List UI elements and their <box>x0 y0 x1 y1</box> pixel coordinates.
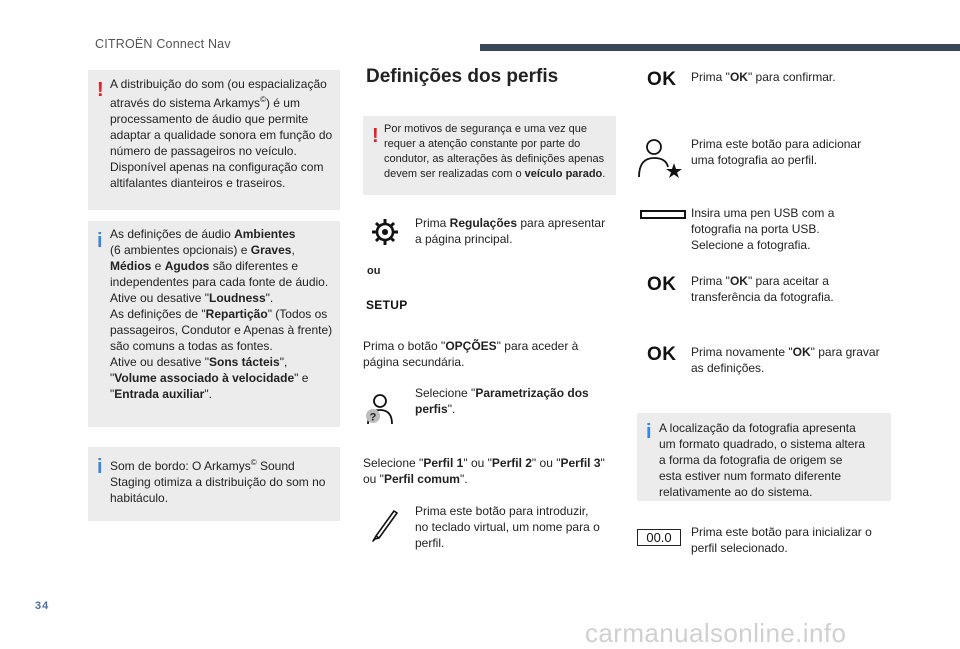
note-box-arkamys <box>88 70 340 210</box>
text-line: Médios e Agudos são diferentes e <box>110 259 299 273</box>
text-line: esta estiver num formato diferente <box>659 469 842 483</box>
info-icon: i <box>97 456 103 478</box>
accept-step-text: Prima "OK" para aceitar a transferência da fotografia. <box>691 274 834 304</box>
text-line: adaptar a qualidade sonora em função do <box>110 128 333 142</box>
text-line: passageiros, Condutor e Apenas à frente) <box>110 323 333 337</box>
warning-box-safety <box>363 116 616 195</box>
info-icon: i <box>646 421 652 443</box>
text-line: processamento de áudio que permite <box>110 112 309 126</box>
text-line: Por motivos de segurança e uma vez que <box>384 123 588 135</box>
text-line: Staging otimiza a distribuição do som no <box>110 475 326 489</box>
pencil-icon <box>369 507 401 543</box>
settings-step-text: Prima Regulações para apresentar a página principal. <box>415 216 606 246</box>
name-step-text: Prima este botão para introduzir, no teclado virtual, um nome para o perfil. <box>415 504 600 550</box>
ok-button-icon: OK <box>647 344 677 365</box>
text-line: Ative ou desative "Loudness". <box>110 291 274 305</box>
ok-button-icon: OK <box>647 274 677 295</box>
info-box-photo-format <box>637 413 891 501</box>
text-line: requer a atenção constante por parte do <box>384 138 581 150</box>
text-line: número de passageiros no veículo. <box>110 144 297 158</box>
param-step-text: Selecione "Parametrização dos perfis". <box>415 386 589 416</box>
text-line: através do sistema Arkamys©) é um <box>110 95 300 110</box>
text-line: Som de bordo: O Arkamys© Sound <box>110 458 295 473</box>
svg-text:?: ? <box>369 411 377 424</box>
confirm-step-text: Prima "OK" para confirmar. <box>691 70 836 84</box>
note-box-audio-settings <box>88 221 340 427</box>
profile-settings-icon <box>364 392 398 426</box>
text-line: "Volume associado à velocidade" e <box>110 371 309 385</box>
text-line: devem ser realizadas com o veículo parado. <box>384 168 606 180</box>
settings-gear-icon <box>371 218 399 246</box>
page-number: 34 <box>35 600 50 612</box>
text-line: "Entrada auxiliar". <box>110 387 212 401</box>
ok-button-icon: OK <box>647 69 677 90</box>
text-line: a forma da fotografia de origem se <box>659 453 843 467</box>
text-line: são comuns a todas as fontes. <box>110 339 273 353</box>
reset-step-text: Prima este botão para inicializar o perfil selecionado. <box>691 525 872 555</box>
add-profile-photo-icon <box>636 137 684 179</box>
text-line: Ative ou desative "Sons tácteis", <box>110 355 288 369</box>
text-line: Disponível apenas na configuração com <box>110 160 324 174</box>
section-title: Definições dos perfis <box>366 66 559 87</box>
text-line: (6 ambientes opcionais) e Graves, <box>110 243 295 257</box>
text-line: condutor, as alterações às definições apenas <box>384 153 605 165</box>
text-line: relativamente ao do sistema. <box>659 485 813 499</box>
warning-icon: ! <box>372 125 379 147</box>
photo-step-text: Prima este botão para adicionar uma fotografia ao perfil. <box>691 137 862 167</box>
text-line: A distribuição do som (ou espacialização <box>110 77 327 91</box>
setup-button-label: SETUP <box>366 298 408 312</box>
options-step-text: Prima o botão "OPÇÕES" para aceder à página secundária. <box>363 339 579 369</box>
note-box-sound-staging <box>88 447 340 521</box>
usb-step-text: Insira uma pen USB com a fotografia na porta USB. Selecione a fotografia. <box>691 206 835 252</box>
or-label: ou <box>367 265 381 277</box>
text-line: A localização da fotografia apresenta <box>659 421 856 435</box>
watermark: carmanualsonline.info <box>585 618 847 648</box>
text-line: habitáculo. <box>110 491 169 505</box>
warning-icon: ! <box>97 79 104 101</box>
text-line: um formato quadrado, o sistema altera <box>659 437 866 451</box>
header-bar <box>480 44 960 51</box>
text-line: independentes para cada fonte de áudio. <box>110 275 329 289</box>
info-icon: i <box>97 230 103 252</box>
text-line: As definições de "Repartição" (Todos os <box>110 307 328 321</box>
reset-profile-icon: 00.0 <box>637 529 681 546</box>
usb-slot-icon <box>640 210 686 219</box>
document-header-title: CITROËN Connect Nav <box>95 37 231 51</box>
text-line: altifalantes dianteiros e traseiros. <box>110 176 286 190</box>
save-step-text: Prima novamente "OK" para gravar as definições. <box>691 345 880 375</box>
text-line: As definições de áudio Ambientes <box>110 227 296 241</box>
profile-step-text: Selecione "Perfil 1" ou "Perfil 2" ou "Perfil 3" ou "Perfil comum". <box>363 456 605 486</box>
